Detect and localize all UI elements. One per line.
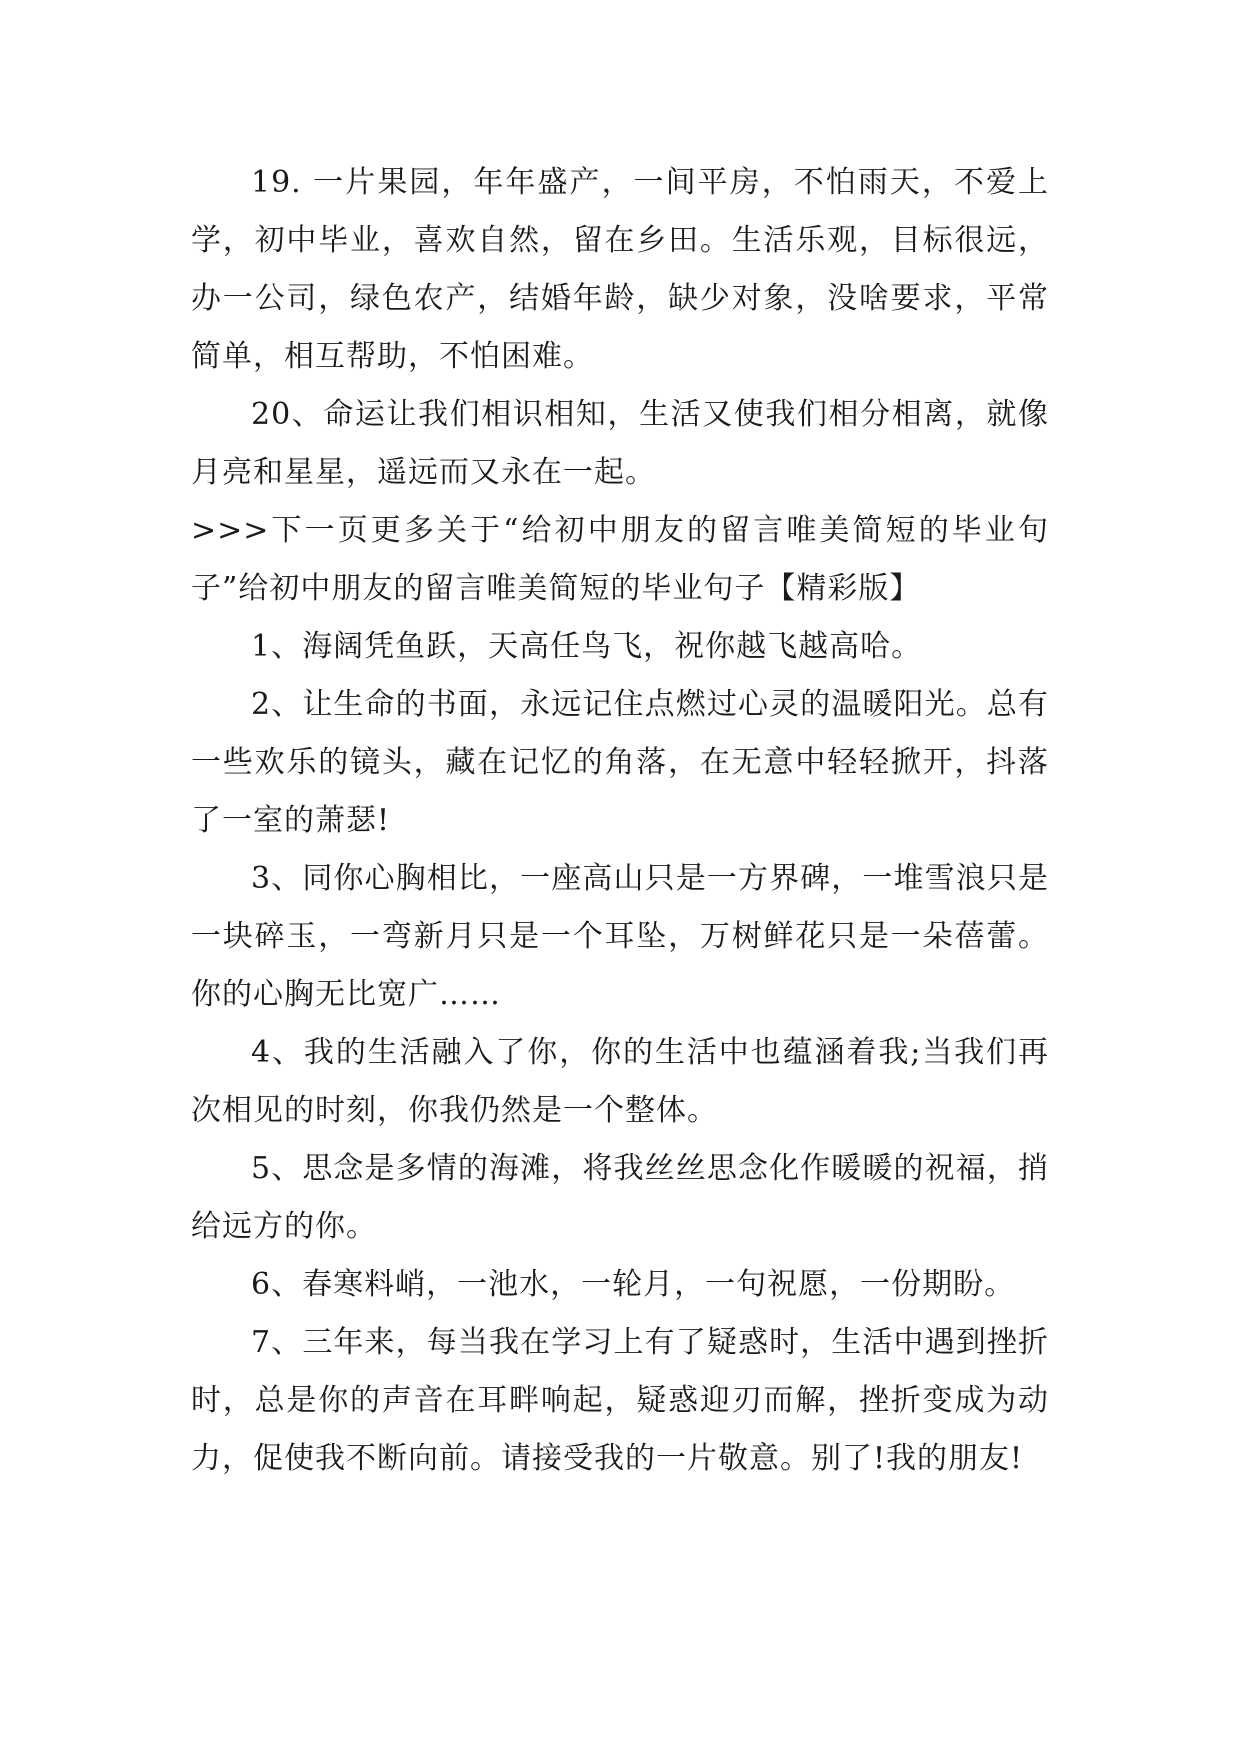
document-body xyxy=(191,154,1049,1488)
paragraph-3: 3、同你心胸相比，一座高山只是一方界碑，一堆雪浪只是一块碎玉，一弯新月只是一个耳坠，万树鲜花只是一朵蓓蕾。你的心胸无比宽广…… xyxy=(191,861,1049,1012)
paragraph-20: 20、命运让我们相识相知，生活又使我们相分相离，就像月亮和星星，遥远而又永在一起。 xyxy=(191,397,1049,490)
next-page-link-text: >>>下一页更多关于“给初中朋友的留言唯美简短的毕业句子”给初中朋友的留言唯美简短的毕业句子【精彩版】 xyxy=(191,513,1049,606)
paragraph-6: 6、春寒料峭，一池水，一轮月，一句祝愿，一份期盼。 xyxy=(251,1267,1016,1302)
paragraph-5: 5、思念是多情的海滩，将我丝丝思念化作暖暖的祝福，捎给远方的你。 xyxy=(191,1151,1049,1244)
paragraph-7: 7、三年来，每当我在学习上有了疑惑时，生活中遇到挫折时，总是你的声音在耳畔响起，疑惑迎刃而解，挫折变成为动力，促使我不断向前。请接受我的一片敬意。别了!我的朋友! xyxy=(191,1325,1049,1476)
paragraph-2: 2、让生命的书面，永远记住点燃过心灵的温暖阳光。总有一些欢乐的镜头，藏在记忆的角落，在无意中轻轻掀开，抖落了一室的萧瑟! xyxy=(191,687,1049,838)
paragraph-19: 19. 一片果园，年年盛产，一间平房，不怕雨天，不爱上学，初中毕业，喜欢自然，留在乡田。生活乐观，目标很远，办一公司，绿色农产，结婚年龄，缺少对象，没啥要求，平常简单，相互帮助，不怕困难。 xyxy=(191,165,1049,374)
paragraph-4: 4、我的生活融入了你，你的生活中也蕴涵着我;当我们再次相见的时刻，你我仍然是一个整体。 xyxy=(191,1035,1049,1128)
paragraph-1: 1、海阔凭鱼跃，天高任鸟飞，祝你越飞越高哈。 xyxy=(251,629,923,664)
